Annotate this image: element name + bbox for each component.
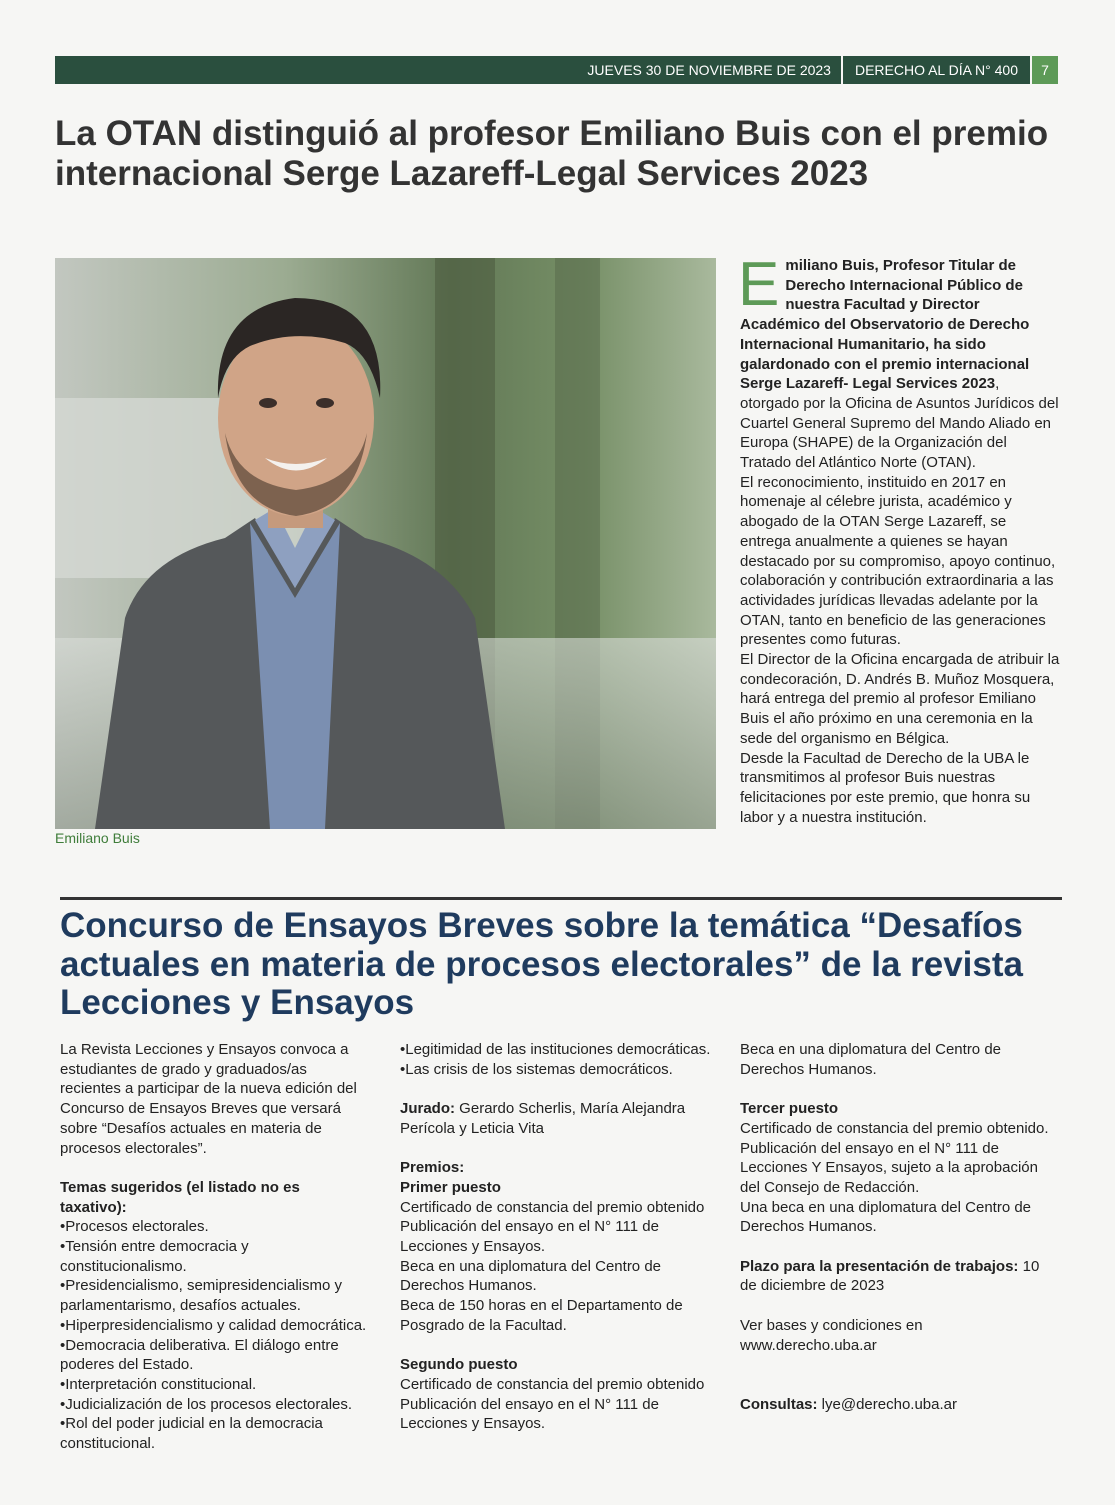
contest-column-3	[740, 1040, 1060, 1414]
article-body	[738, 250, 1060, 827]
section-divider	[60, 897, 1062, 900]
photo-caption: Emiliano Buis	[55, 830, 140, 846]
deadline-label: Plazo para la presentación de trabajos:	[740, 1257, 1019, 1275]
prize-item: Una beca en una diplomatura del Centro de Derechos Humanos.	[740, 1198, 1032, 1236]
body-paragraph: El Director de la Oficina encargada de atribuir la condecoración, D. Andrés B. Muñoz Mosquera, hará entrega del premio al profesor Emiliano Buis el año próximo en una ceremonia en la sede del organismo en Bélgica.	[740, 651, 1060, 747]
header-date: JUEVES 30 DE NOVIEMBRE DE 2023	[55, 56, 841, 84]
body-paragraph: Desde la Facultad de Derecho de la UBA le transmitimos al profesor Buis nuestras felicitaciones por este premio, que honra su labor y a nuestra institución.	[740, 749, 1031, 826]
topic-item: •Presidencialismo, semipresidencialismo y parlamentarismo, desafíos actuales.	[60, 1277, 343, 1315]
topic-item: •Judicialización de los procesos electorales.	[60, 1395, 353, 1413]
deadline-paragraph	[740, 1257, 1060, 1296]
topic-item: •Las crisis de los sistemas democráticos.	[400, 1060, 673, 1078]
contact-label: Consultas:	[740, 1395, 818, 1413]
drop-cap: E	[738, 250, 780, 319]
topic-item: •Rol del poder judicial en la democracia constitucional.	[60, 1415, 323, 1453]
first-place-heading: Primer puesto	[400, 1178, 501, 1196]
prize-item: Publicación del ensayo en el N° 111 de Lecciones Y Ensayos, sujeto a la aprobación del Consejo de Redacción.	[740, 1139, 1038, 1196]
contact-email[interactable]: lye@derecho.uba.ar	[817, 1395, 957, 1413]
jury-names: Gerardo Scherlis, María Alejandra Perícola y Leticia Vita	[400, 1100, 686, 1137]
contest-column-2	[400, 1040, 725, 1434]
prize-item: Publicación del ensayo en el N° 111 de Lecciones y Ensayos.	[400, 1395, 659, 1433]
topics-heading: Temas sugeridos (el listado no es taxativo):	[60, 1178, 300, 1216]
contact-paragraph	[740, 1395, 1060, 1415]
topic-item: •Tensión entre democracia y constitucionalismo.	[60, 1238, 249, 1275]
deadline-date: 10 de diciembre de 2023	[740, 1257, 1040, 1295]
article-title: La OTAN distinguió al profesor Emiliano Buis con el premio internacional Serge Lazareff-Legal Services 2023	[55, 114, 1049, 193]
prize-item: Beca en una diplomatura del Centro de Derechos Humanos.	[740, 1041, 1002, 1078]
rules-link[interactable]: Ver bases y condiciones en www.derecho.uba.ar	[740, 1316, 923, 1354]
prize-item: Beca en una diplomatura del Centro de Derechos Humanos.	[400, 1257, 662, 1295]
prize-item: Certificado de constancia del premio obtenido	[400, 1375, 705, 1393]
portrait-photo	[55, 258, 716, 829]
page-number: 7	[1032, 56, 1058, 84]
jury-paragraph	[400, 1099, 725, 1138]
topic-item: •Hiperpresidencialismo y calidad democrática.	[60, 1316, 367, 1334]
second-place-heading: Segundo puesto	[400, 1356, 518, 1374]
prize-item: Beca de 150 horas en el Departamento de Posgrado de la Facultad.	[400, 1297, 683, 1334]
contest-intro: La Revista Lecciones y Ensayos convoca a estudiantes de grado y graduados/as recientes a participar de la nueva edición del Concurso de Ensayos Breves que versará sobre “Desafíos actuales en materia de procesos electorales”.	[60, 1041, 357, 1157]
prizes-heading: Premios:	[400, 1159, 465, 1177]
header-section: DERECHO AL DÍA N° 400	[843, 56, 1030, 84]
contest-title: Concurso de Ensayos Breves sobre la temática “Desafíos actuales en materia de procesos electorales” de la revista Lecciones y Ensayos	[60, 906, 1023, 1022]
prize-item: Publicación del ensayo en el N° 111 de Lecciones y Ensayos.	[400, 1218, 659, 1255]
body-paragraph: El reconocimiento, instituido en 2017 en homenaje al célebre jurista, académico y abogado de la OTAN Serge Lazareff, se entrega anualmente a quienes se hayan destacado por su compromiso, apoyo continuo, colaboración y contribución extraordinaria a las actividades jurídicas llevadas adelante por la OTAN, tanto en beneficio de las generaciones presentes como futuras.	[740, 473, 1056, 649]
jury-label: Jurado:	[400, 1100, 456, 1118]
portrait-illustration	[55, 258, 716, 829]
third-place-heading: Tercer puesto	[740, 1100, 839, 1118]
prize-item: Certificado de constancia del premio obtenido.	[740, 1119, 1049, 1137]
prize-item: Certificado de constancia del premio obtenido	[400, 1198, 705, 1216]
lead-text: , otorgado por la Oficina de Asuntos Jurídicos del Cuartel General Supremo del Mando Aliado en Europa (SHAPE) de la Organización del Tratado del Atlántico Norte (OTAN).	[740, 375, 1059, 472]
contest-column-1	[60, 1040, 370, 1454]
topic-item: •Procesos electorales.	[60, 1218, 209, 1236]
topic-item: •Democracia deliberativa. El diálogo entre poderes del Estado.	[60, 1336, 339, 1374]
lead-paragraph	[738, 250, 1060, 473]
page-header	[55, 56, 1058, 84]
topic-item: •Legitimidad de las instituciones democráticas.	[400, 1041, 711, 1058]
topic-item: •Interpretación constitucional.	[60, 1375, 257, 1393]
lead-bold-text: miliano Buis, Profesor Titular de Derecho Internacional Público de nuestra Facultad y Director Académico del Observatorio de Derecho Internacional Humanitario, ha sido galardonado con el premio internacional Serge Lazareff- Legal Services 2023	[740, 257, 1030, 393]
